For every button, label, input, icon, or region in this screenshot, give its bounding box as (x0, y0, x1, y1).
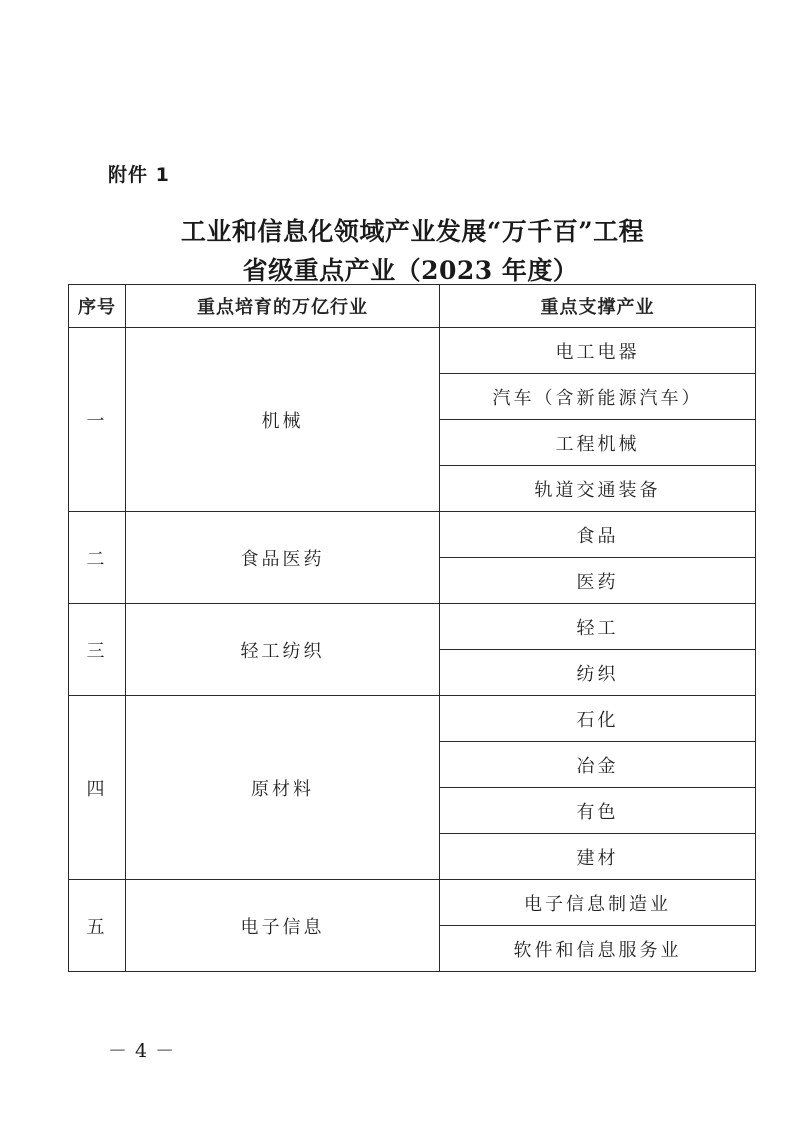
sub-industry: 软件和信息服务业 (440, 926, 756, 972)
sub-industry: 轨道交通装备 (440, 466, 756, 512)
industry-table (68, 284, 756, 972)
table-header-row (69, 285, 756, 328)
table-row (69, 328, 756, 374)
document-title-line-1: 工业和信息化领域产业发展“万千百”工程 (180, 217, 645, 246)
header-trillion-industry: 重点培育的万亿行业 (126, 285, 440, 328)
sub-industry: 食品 (440, 512, 756, 558)
header-index: 序号 (69, 285, 126, 328)
sub-industry: 轻工 (440, 604, 756, 650)
sub-industry: 有色 (440, 788, 756, 834)
group-index: 二 (69, 512, 126, 604)
sub-industry: 纺织 (440, 650, 756, 696)
table-row (69, 696, 756, 742)
sub-industry: 工程机械 (440, 420, 756, 466)
table-row (69, 604, 756, 650)
table-row (69, 880, 756, 926)
group-index: 一 (69, 328, 126, 512)
sub-industry: 电工电器 (440, 328, 756, 374)
group-index: 四 (69, 696, 126, 880)
group-industry: 电子信息 (126, 880, 440, 972)
attachment-label: 附件 1 (108, 164, 170, 186)
page-number: － 4 － (108, 1040, 176, 1062)
sub-industry: 电子信息制造业 (440, 880, 756, 926)
sub-industry: 汽车（含新能源汽车） (440, 374, 756, 420)
group-industry: 轻工纺织 (126, 604, 440, 696)
group-industry: 食品医药 (126, 512, 440, 604)
group-index: 五 (69, 880, 126, 972)
sub-industry: 建材 (440, 834, 756, 880)
group-industry: 原材料 (126, 696, 440, 880)
group-index: 三 (69, 604, 126, 696)
group-industry: 机械 (126, 328, 440, 512)
sub-industry: 冶金 (440, 742, 756, 788)
sub-industry: 医药 (440, 558, 756, 604)
document-title-line-2: 省级重点产业（2023 年度） (242, 256, 579, 285)
table-row (69, 512, 756, 558)
sub-industry: 石化 (440, 696, 756, 742)
header-key-industries: 重点支撑产业 (440, 285, 756, 328)
